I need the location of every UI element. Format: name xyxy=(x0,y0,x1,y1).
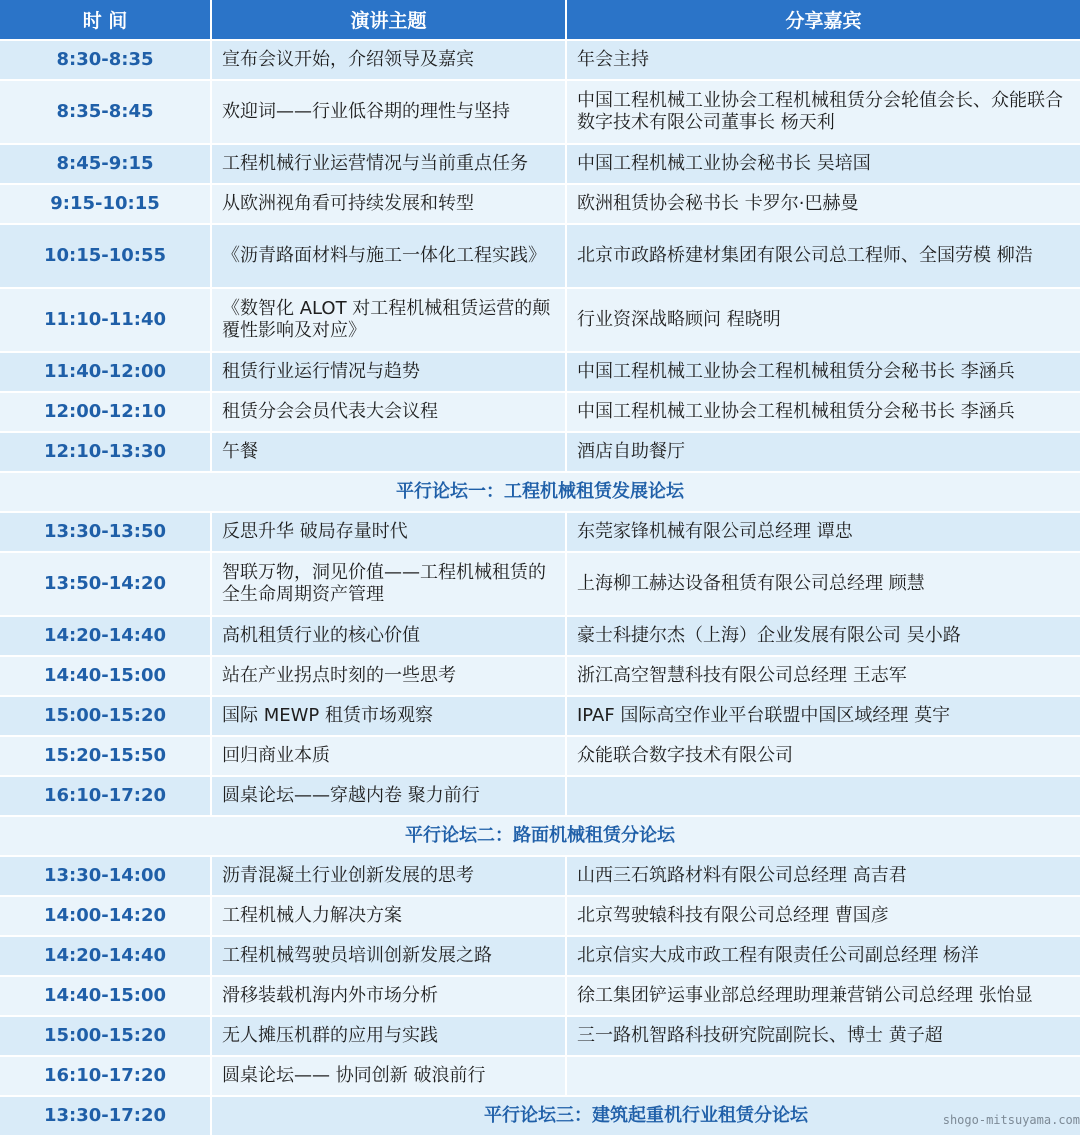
time-cell: 12:00-12:10 xyxy=(0,392,211,432)
time-cell: 13:30-17:20 xyxy=(0,1096,211,1135)
section-title: 平行论坛三：建筑起重机行业租赁分论坛 xyxy=(211,1096,1080,1135)
time-cell: 9:15-10:15 xyxy=(0,184,211,224)
guest-cell xyxy=(566,1056,1080,1096)
agenda-row xyxy=(0,1056,1080,1096)
topic-cell: 工程机械人力解决方案 xyxy=(211,896,566,936)
agenda-row xyxy=(0,432,1080,472)
time-cell: 10:15-10:55 xyxy=(0,224,211,288)
guest-cell: 欧洲租赁协会秘书长 卡罗尔·巴赫曼 xyxy=(566,184,1080,224)
agenda-row xyxy=(0,392,1080,432)
time-cell: 14:20-14:40 xyxy=(0,936,211,976)
watermark: shogo-mitsuyama.com xyxy=(942,1113,1080,1127)
agenda-row xyxy=(0,776,1080,816)
guest-cell: IPAF 国际高空作业平台联盟中国区域经理 莫宇 xyxy=(566,696,1080,736)
topic-cell: 滑移装载机海内外市场分析 xyxy=(211,976,566,1016)
topic-cell: 回归商业本质 xyxy=(211,736,566,776)
agenda-row xyxy=(0,288,1080,352)
topic-cell: 圆桌论坛——穿越内卷 聚力前行 xyxy=(211,776,566,816)
header-guest: 分享嘉宾 xyxy=(566,0,1080,40)
topic-cell: 租赁行业运行情况与趋势 xyxy=(211,352,566,392)
agenda-row xyxy=(0,512,1080,552)
section-row xyxy=(0,816,1080,856)
time-cell: 13:30-13:50 xyxy=(0,512,211,552)
guest-cell: 中国工程机械工业协会秘书长 吴培国 xyxy=(566,144,1080,184)
time-cell: 11:10-11:40 xyxy=(0,288,211,352)
guest-cell xyxy=(566,776,1080,816)
time-cell: 8:35-8:45 xyxy=(0,80,211,144)
guest-cell: 东莞家锋机械有限公司总经理 谭忠 xyxy=(566,512,1080,552)
guest-cell: 三一路机智路科技研究院副院长、博士 黄子超 xyxy=(566,1016,1080,1056)
agenda-row xyxy=(0,976,1080,1016)
header-topic: 演讲主题 xyxy=(211,0,566,40)
section3-row xyxy=(0,1096,1080,1135)
topic-cell: 租赁分会会员代表大会议程 xyxy=(211,392,566,432)
time-cell: 16:10-17:20 xyxy=(0,776,211,816)
guest-cell: 中国工程机械工业协会工程机械租赁分会轮值会长、众能联合数字技术有限公司董事长 杨天利 xyxy=(566,80,1080,144)
time-cell: 13:30-14:00 xyxy=(0,856,211,896)
agenda-row xyxy=(0,144,1080,184)
guest-cell: 众能联合数字技术有限公司 xyxy=(566,736,1080,776)
header-time: 时 间 xyxy=(0,0,211,40)
topic-cell: 欢迎词——行业低谷期的理性与坚持 xyxy=(211,80,566,144)
guest-cell: 北京信实大成市政工程有限责任公司副总经理 杨洋 xyxy=(566,936,1080,976)
guest-cell: 山西三石筑路材料有限公司总经理 高吉君 xyxy=(566,856,1080,896)
time-cell: 8:30-8:35 xyxy=(0,40,211,80)
guest-cell: 浙江高空智慧科技有限公司总经理 王志军 xyxy=(566,656,1080,696)
topic-cell: 智联万物，洞见价值——工程机械租赁的全生命周期资产管理 xyxy=(211,552,566,616)
guest-cell: 年会主持 xyxy=(566,40,1080,80)
guest-cell: 上海柳工赫达设备租赁有限公司总经理 顾慧 xyxy=(566,552,1080,616)
topic-cell: 无人摊压机群的应用与实践 xyxy=(211,1016,566,1056)
header-row xyxy=(0,0,1080,40)
agenda-row xyxy=(0,552,1080,616)
time-cell: 11:40-12:00 xyxy=(0,352,211,392)
agenda-row xyxy=(0,656,1080,696)
topic-cell: 国际 MEWP 租赁市场观察 xyxy=(211,696,566,736)
topic-cell: 《沥青路面材料与施工一体化工程实践》 xyxy=(211,224,566,288)
time-cell: 15:00-15:20 xyxy=(0,696,211,736)
guest-cell: 北京市政路桥建材集团有限公司总工程师、全国劳模 柳浩 xyxy=(566,224,1080,288)
agenda-row xyxy=(0,736,1080,776)
topic-cell: 午餐 xyxy=(211,432,566,472)
time-cell: 12:10-13:30 xyxy=(0,432,211,472)
topic-cell: 站在产业拐点时刻的一些思考 xyxy=(211,656,566,696)
agenda-row xyxy=(0,1016,1080,1056)
agenda-row xyxy=(0,224,1080,288)
section-row xyxy=(0,472,1080,512)
time-cell: 14:40-15:00 xyxy=(0,976,211,1016)
agenda-row xyxy=(0,40,1080,80)
topic-cell: 工程机械行业运营情况与当前重点任务 xyxy=(211,144,566,184)
topic-cell: 高机租赁行业的核心价值 xyxy=(211,616,566,656)
topic-cell: 圆桌论坛—— 协同创新 破浪前行 xyxy=(211,1056,566,1096)
topic-cell: 反思升华 破局存量时代 xyxy=(211,512,566,552)
time-cell: 15:20-15:50 xyxy=(0,736,211,776)
guest-cell: 北京驾驶辕科技有限公司总经理 曹国彦 xyxy=(566,896,1080,936)
topic-cell: 沥青混凝土行业创新发展的思考 xyxy=(211,856,566,896)
agenda-row xyxy=(0,184,1080,224)
guest-cell: 中国工程机械工业协会工程机械租赁分会秘书长 李涵兵 xyxy=(566,392,1080,432)
guest-cell: 中国工程机械工业协会工程机械租赁分会秘书长 李涵兵 xyxy=(566,352,1080,392)
agenda-body xyxy=(0,40,1080,1135)
topic-cell: 宣布会议开始，介绍领导及嘉宾 xyxy=(211,40,566,80)
section-title: 平行论坛二：路面机械租赁分论坛 xyxy=(0,816,1080,856)
time-cell: 14:40-15:00 xyxy=(0,656,211,696)
time-cell: 8:45-9:15 xyxy=(0,144,211,184)
topic-cell: 工程机械驾驶员培训创新发展之路 xyxy=(211,936,566,976)
agenda-row xyxy=(0,352,1080,392)
time-cell: 15:00-15:20 xyxy=(0,1016,211,1056)
time-cell: 16:10-17:20 xyxy=(0,1056,211,1096)
agenda-row xyxy=(0,896,1080,936)
agenda-row xyxy=(0,696,1080,736)
time-cell: 14:20-14:40 xyxy=(0,616,211,656)
guest-cell: 豪士科捷尔杰（上海）企业发展有限公司 吴小路 xyxy=(566,616,1080,656)
agenda-row xyxy=(0,80,1080,144)
section-title: 平行论坛一：工程机械租赁发展论坛 xyxy=(0,472,1080,512)
agenda-row xyxy=(0,616,1080,656)
time-cell: 13:50-14:20 xyxy=(0,552,211,616)
time-cell: 14:00-14:20 xyxy=(0,896,211,936)
guest-cell: 徐工集团铲运事业部总经理助理兼营销公司总经理 张怡显 xyxy=(566,976,1080,1016)
agenda-row xyxy=(0,856,1080,896)
guest-cell: 行业资深战略顾问 程晓明 xyxy=(566,288,1080,352)
guest-cell: 酒店自助餐厅 xyxy=(566,432,1080,472)
topic-cell: 从欧洲视角看可持续发展和转型 xyxy=(211,184,566,224)
topic-cell: 《数智化 ALOT 对工程机械租赁运营的颠覆性影响及对应》 xyxy=(211,288,566,352)
agenda-row xyxy=(0,936,1080,976)
